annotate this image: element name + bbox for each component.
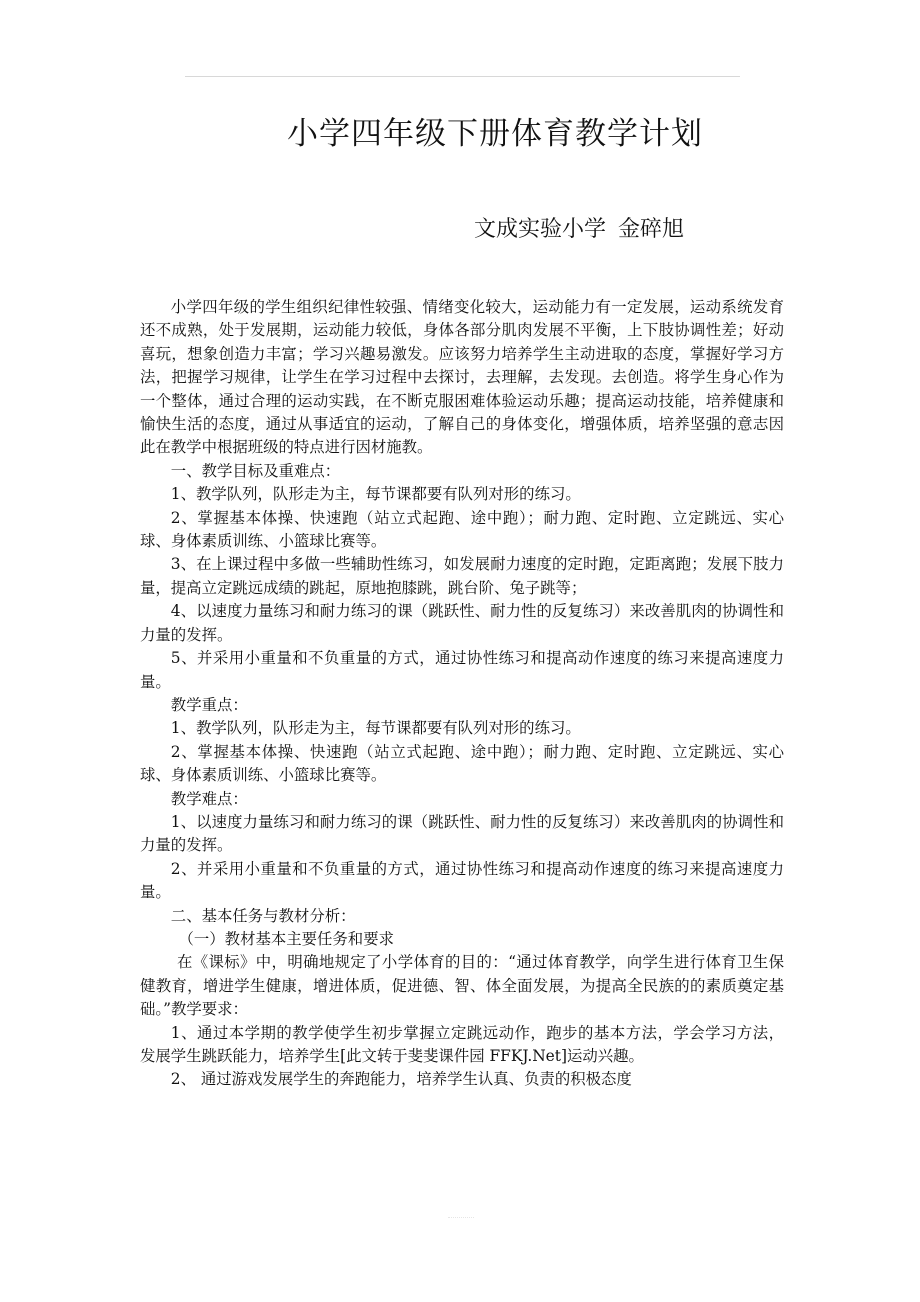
heading-difficulties: 教学难点： <box>170 789 248 808</box>
list-item: 1、教学队列，队形走为主，每节课都要有队列对形的练习。 <box>170 485 581 504</box>
document-title: 小学四年级下册体育教学计划 <box>287 116 703 152</box>
heading-key-points: 教学重点： <box>170 695 248 714</box>
author-line <box>474 214 684 246</box>
footer-mark <box>448 1217 474 1218</box>
heading-tasks: 二、基本任务与教材分析： <box>170 906 356 925</box>
list-item: 1、以速度力量练习和耐力练习的课（跳跃性、耐力性的反复练习）来改善肌肉的协调性和力量的发挥。 <box>140 812 784 855</box>
list-item: 3、在上课过程中多做一些辅助性练习，如发展耐力速度的定时跑，定距离跑；发展下肢力量，提高立定跳远成绩的跳起，原地抱膝跳，跳台阶、兔子跳等； <box>140 555 784 597</box>
author-school: 文成实验小学 <box>474 217 607 242</box>
list-item: 1、通过本学期的教学使学生初步掌握立定跳远动作，跑步的基本方法，学会学习方法， 发展学生跳跃能力，培养学生[此文转于斐斐课件园 FFKJ.Net]运动兴趣。 <box>140 1023 784 1065</box>
list-item: 4、以速度力量练习和耐力练习的课（跳跃性、耐力性的反复练习）来改善肌肉的协调性和力量的发挥。 <box>140 602 784 644</box>
author-name: 金碎旭 <box>618 217 685 242</box>
paragraph-curriculum: 在《课标》中，明确地规定了小学体育的目的：“通过体育教学，向学生进行体育卫生保健教育，增进学生健康，增进体质，促进德、智、体全面发展，为提高全民族的的素质奠定基础。”教学要求： <box>140 953 784 1019</box>
header-rule <box>185 76 740 77</box>
list-item: 5、并采用小重量和不负重量的方式，通过协性练习和提高动作速度的练习来提高速度力量。 <box>140 649 784 691</box>
heading-objectives: 一、教学目标及重难点： <box>170 461 341 480</box>
list-item: 2、掌握基本体操、快速跑（站立式起跑、途中跑）；耐力跑、定时跑、立定跳远、实心球、身体素质训练、小篮球比赛等。 <box>140 508 784 551</box>
document-body <box>140 296 784 1092</box>
subheading-requirements: （一）教材基本主要任务和要求 <box>178 929 394 948</box>
list-item: 2、并采用小重量和不负重量的方式，通过协性练习和提高动作速度的练习来提高速度力量。 <box>140 859 784 902</box>
list-item: 2、 通过游戏发展学生的奔跑能力，培养学生认真、负责的积极态度 <box>170 1070 632 1089</box>
paragraph-intro: 小学四年级的学生组织纪律性较强、情绪变化较大，运动能力有一定发展，运动系统发育还不成熟，处于发展期，运动能力较低，身体各部分肌肉发展不平衡，上下肢协调性差；好动喜玩，想象创造力丰富；学习兴趣易激发。应该努力培养学生主动进取的态度，掌握好学习方法，把握学习规律，让学生在学习过程中去探讨，去理解，去发现。去创造。将学生身心作为一个整体，通过合理的运动实践，在不断克服困难体验运动乐趣；提高运动技能，培养健康和愉快生活的态度，通过从事适宜的运动，了解自己的身体变化，增强体质，培养坚强的意志因此在教学中根据班级的特点进行因材施教。 <box>140 298 784 457</box>
list-item: 1、教学队列，队形走为主，每节课都要有队列对形的练习。 <box>170 719 581 738</box>
list-item: 2、掌握基本体操、快速跑（站立式起跑、途中跑）；耐力跑、定时跑、立定跳远、实心球、身体素质训练、小篮球比赛等。 <box>140 742 784 785</box>
